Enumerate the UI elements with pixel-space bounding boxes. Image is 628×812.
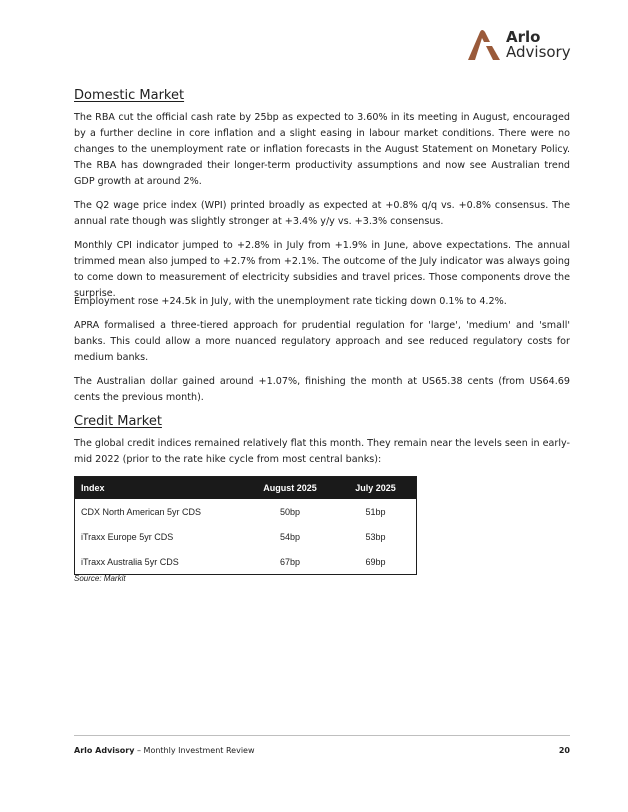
cell-july-value: 53bp xyxy=(365,531,386,542)
credit-index-table xyxy=(74,476,417,575)
paragraph-aud: The Australian dollar gained around +1.07%, finishing the month at US65.38 cents (from US64.69 cents the previous month). xyxy=(74,376,570,403)
footer-doc-title: – Monthly Investment Review xyxy=(134,746,255,755)
header-july-2025: July 2025 xyxy=(335,477,417,500)
domestic-heading-wrap xyxy=(74,88,570,103)
company-logo xyxy=(466,28,571,62)
cell-index-name: iTraxx Australia 5yr CDS xyxy=(81,556,179,567)
paragraph-rba: The RBA cut the official cash rate by 25bp as expected to 3.60% in its meeting in August, encouraged by a further decline in core inflation and a slight easing in labour market conditions. There were no changes to the unemployment rate or inflation forecasts in the August Statement on Monetary Policy. The RBA has downgraded their longer-term productivity assumptions and now see Australian trend GDP growth at around 2%. xyxy=(74,112,570,187)
table-header-row xyxy=(75,477,417,500)
footer-brand: Arlo Advisory xyxy=(74,746,135,755)
cell-index-name: CDX North American 5yr CDS xyxy=(81,506,202,517)
cell-august-value: 54bp xyxy=(279,531,301,542)
cell-july-value: 69bp xyxy=(365,556,386,567)
paragraph-wpi: The Q2 wage price index (WPI) printed broadly as expected at +0.8% q/q vs. +0.8% consensus. The annual rate though was slightly stronger at +3.4% y/y vs. +3.3% consensus. xyxy=(74,200,570,227)
page-number: 20 xyxy=(558,746,570,755)
domestic-market-heading: Domestic Market xyxy=(74,88,185,103)
table-row xyxy=(75,549,417,575)
table-row xyxy=(75,524,417,549)
paragraph-apra: APRA formalised a three-tiered approach for prudential regulation for 'large', 'medium' and 'small' banks. This could allow a more nuanced regulatory approach and see reduced regulatory costs for medium banks. xyxy=(74,320,570,363)
paragraph-cpi: Monthly CPI indicator jumped to +2.8% in July from +1.9% in June, above expectations. The annual trimmed mean also jumped to +2.7% from +2.1%. The outcome of the July indicator was always going to come down to measurement of electricity subsidies and travel prices. Those components drove the surprise. xyxy=(74,240,570,299)
header-august-2025: August 2025 xyxy=(245,477,335,500)
table-source: Source: Markit xyxy=(74,574,126,583)
page-footer xyxy=(74,746,570,755)
arlo-logo-icon xyxy=(466,28,502,62)
logo-text-line2: Advisory xyxy=(506,43,571,61)
paragraph-credit: The global credit indices remained relatively flat this month. They remain near the levels seen in early-mid 2022 (prior to the rate hike cycle from most central banks): xyxy=(74,438,570,465)
paragraph-employment: Employment rose +24.5k in July, with the unemployment rate ticking down 0.1% to 4.2%. xyxy=(74,296,507,307)
footer-divider xyxy=(74,735,570,736)
cell-index-name: iTraxx Europe 5yr CDS xyxy=(81,531,174,542)
footer-title xyxy=(74,746,255,755)
cell-august-value: 50bp xyxy=(279,506,301,517)
cell-august-value: 67bp xyxy=(279,556,301,567)
header-index: Index xyxy=(75,477,246,500)
credit-market-heading: Credit Market xyxy=(74,414,162,429)
cell-july-value: 51bp xyxy=(365,506,386,517)
logo-text-line1: Arlo xyxy=(506,28,541,46)
table-row xyxy=(75,499,417,524)
